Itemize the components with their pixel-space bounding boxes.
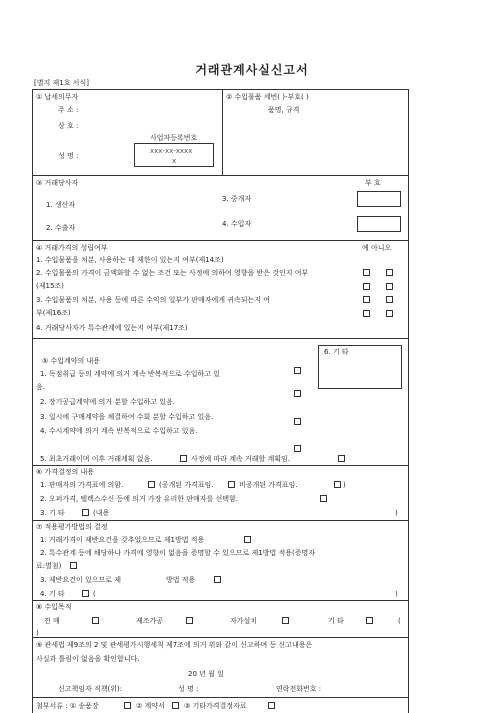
contract2-checkbox[interactable] [294,390,301,397]
sec9-line1: ⑨ 관세법 제9조의 2 및 관세평가시행세칙 제7조에 의거 위와 같이 신고하며 등 신고내용은 [36,641,313,649]
sec3-header: ③ 거래당사자 [36,179,79,187]
sec4-header: ④ 거래가격의 성립여부 [36,244,108,252]
q2b-yes-checkbox[interactable] [363,283,370,290]
price-other-checkbox[interactable] [82,509,89,516]
bizno-x: x [172,157,177,165]
form-title: 거래관계사실신고서 [195,63,309,77]
sec7-header: ⑦ 적용평가방법의 결정 [36,523,108,531]
sec5-item5b: 사정에 따라 계속 거래할 계획임. [191,455,291,463]
sec3-importer: 4. 수입자 [222,220,252,228]
private-pricelist-checkbox[interactable] [334,481,341,488]
sec6-item3a: 3. 기 타 [40,509,65,517]
sec5-header: ⑤ 수입계약의 내용 [42,357,101,365]
attach-other: ③ 기타가격결정자료 [184,702,247,710]
public-pricelist-checkbox[interactable] [228,481,235,488]
sec1-company: 상 호 : [58,122,79,130]
sec6-item1b: (공개된 가격표임. [159,481,214,489]
sec9-date: 20 년 월 일 [188,670,224,678]
q2-yes-checkbox[interactable] [363,269,370,276]
q2b-no-checkbox[interactable] [386,283,393,290]
purpose-resale-checkbox[interactable] [92,617,99,624]
q4-yes-checkbox[interactable] [363,310,370,317]
attach-contract: ② 계약서 [136,702,165,710]
attach-invoice-checkbox[interactable] [124,702,131,709]
sec8-header: ⑧ 수입목적 [36,603,72,611]
sec4-q2a: 2. 수입물품의 가격이 금액화할 수 없는 조건 또는 사정에 의하여 영향을 받은 것인지 여부 [36,269,309,277]
sec4-q3b: 부(제16조) [36,309,71,317]
sec9-line2: 사실과 틀림이 없음을 확인합니다. [36,655,140,663]
sec6-header: ⑥ 가격결정의 내용 [36,468,95,476]
sec7-item1: 1. 거래가격이 제반요건을 갖추었으므로 제1방법 적용 [40,536,205,544]
sec1-header: ① 납세의무자 [36,93,79,101]
sec5-item3: 3. 일시에 구매계약을 체결하여 수회 분할 수입하고 있음. [40,413,214,421]
sec7-item3a: 3. 제반요건이 있으므로 제 [40,576,121,584]
continue-trade-checkbox[interactable] [338,455,345,462]
purpose-other: 기 타 [328,617,344,625]
code-box-importer[interactable] [357,216,401,232]
q4-no-checkbox[interactable] [386,310,393,317]
contract3-checkbox[interactable] [294,418,301,425]
sec4-q2b: (제15조) [36,282,64,290]
sec5-item4: 4. 수시계약에 의거 계속 반복적으로 수입하고 있음. [40,427,198,435]
sec5-other-label: 6. 기 타 [324,348,349,356]
q3-no-checkbox[interactable] [386,296,393,303]
sec2-header: ② 수입물품 세번( )-부호( ) [226,93,309,101]
method-other-checkbox[interactable] [82,590,89,597]
sec5-item2: 2. 장기공급계약에 의거 분할 수입하고 있음. [40,398,175,406]
purpose-resale: 전 매 [44,617,60,625]
sec7-item2a: 2. 특수관계 등에 해당하나 가격에 영향이 없음을 증명할 수 있으므로 제1방법 적용(증명자 [40,549,316,557]
sec3-exporter: 2. 수출자 [46,224,76,232]
sec3-code-label: 부 호 [365,179,381,187]
sec4-q1: 1. 수입물품을 처분, 사용하는 데 제한이 있는지 여부(제14조) [36,256,224,264]
sec3-broker: 3. 중개자 [222,195,252,203]
attach-invoice: 첨부서류 : ① 송품장 [36,702,99,710]
sec7-item4: 4. 기 타 [40,590,65,598]
method1-checkbox[interactable] [244,536,251,543]
sec7-item3b: 방법 적용 [166,576,196,584]
attach-contract-checkbox[interactable] [172,702,179,709]
sec1-name: 성 명 : [58,152,79,160]
bizno-value: xxx-xx-xxxx [150,147,193,155]
q2-no-checkbox[interactable] [386,269,393,276]
q3-yes-checkbox[interactable] [363,296,370,303]
divider-sec1-sec2 [222,89,223,175]
signer-position: 신고책임자 직책(위): [58,685,123,693]
signer-phone: 연락전화번호 : [276,685,322,693]
purpose-manufacture-checkbox[interactable] [186,617,193,624]
sec4-q3a: 3. 수입물품의 처분, 사용 등에 따른 수익의 일부가 판매자에게 귀속되는지 여 [36,296,271,304]
contract4-checkbox[interactable] [294,445,301,452]
sec6-item1c: 비공개된 가격표임. [239,481,298,489]
code-box-broker[interactable] [357,191,401,207]
method1-special-checkbox[interactable] [70,562,77,569]
sec6-item1a: 1. 판매자의 가격표에 의함. [40,481,124,489]
sec5-item1a: 1. 독점취급 등의 계약에 의거 계속 반복적으로 수입하고 있 [40,370,221,378]
sec4-yesno: 예 아니오 [362,244,392,252]
sec6-item2: 2. 오퍼가격, 텔렉스수신 등에 의거 가장 유리한 판매자를 선택함. [40,495,238,503]
sec5-item5a: 5. 최초거래이며 이후 거래계획 없음. [40,455,153,463]
contract1-checkbox[interactable] [294,367,301,374]
purpose-manufacture: 제조가공 [136,617,164,625]
sec7-item2b: 료:별첨) [36,562,62,570]
sec1-address: 주 소 : [58,106,79,114]
sec2-sub: 품명, 규격 [268,106,300,114]
sec5-item1b: 음. [36,383,45,391]
purpose-install-checkbox[interactable] [282,617,289,624]
method-n-checkbox[interactable] [214,576,221,583]
sec3-producer: 1. 생산자 [46,201,76,209]
purpose-install: 자가설치 [230,617,258,625]
pricelist-checkbox[interactable] [148,481,155,488]
bizno-label: 사업자등록번호 [150,134,198,142]
attach-other-checkbox[interactable] [268,702,275,709]
sec6-item3b: (내용 [93,509,110,517]
form-number-label: [별지 제1호 서식] [34,79,89,87]
signer-name: 성 명 : [178,685,199,693]
sec4-q4: 4. 거래당사자가 특수관계에 있는지 여부(제17조) [36,324,188,332]
offer-checkbox[interactable] [320,495,327,502]
purpose-other-checkbox[interactable] [366,617,373,624]
first-trade-checkbox[interactable] [180,455,187,462]
